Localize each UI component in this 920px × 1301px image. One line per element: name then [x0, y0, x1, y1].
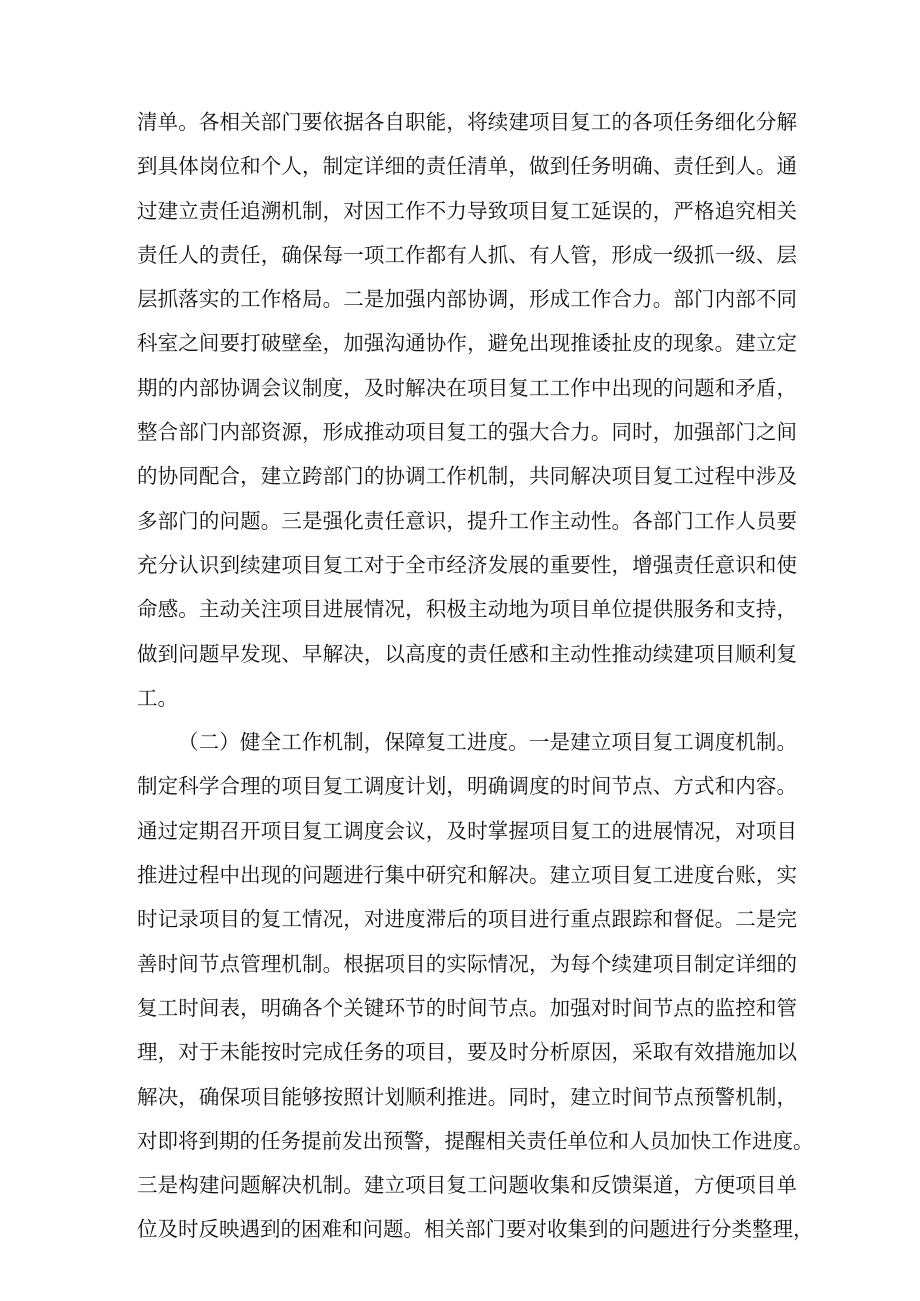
text-line: 位及时反映遇到的困难和问题。相关部门要对收集到的问题进行分类整理， [137, 1217, 814, 1242]
text-line: 过建立责任追溯机制，对因工作不力导致项目复工延误的，严格追究相关 [137, 198, 797, 223]
text-line: 整合部门内部资源，形成推动项目复工的强大合力。同时，加强部门之间 [137, 420, 797, 445]
text-line: 的协同配合，建立跨部门的协调工作机制，共同解决项目复工过程中涉及 [137, 464, 797, 489]
text-line: 到具体岗位和个人，制定详细的责任清单，做到任务明确、责任到人。通 [137, 154, 797, 179]
text-line: 清单。各相关部门要依据各自职能，将续建项目复工的各项任务细化分解 [137, 110, 797, 134]
text-line: 做到问题早发现、早解决，以高度的责任感和主动性推动续建项目顺利复 [137, 641, 797, 666]
text-line: 期的内部协调会议制度，及时解决在项目复工工作中出现的问题和矛盾， [137, 375, 797, 400]
text-line: 理，对于未能按时完成任务的项目，要及时分析原因，采取有效措施加以 [137, 1040, 797, 1065]
paragraph-responsibility [137, 100, 797, 720]
text-line: 科室之间要打破壁垒，加强沟通协作，避免出现推诿扯皮的现象。建立定 [137, 331, 797, 356]
text-line: 命感。主动关注项目进展情况，积极主动地为项目单位提供服务和支持， [137, 597, 797, 622]
text-line: 善时间节点管理机制。根据项目的实际情况，为每个续建项目制定详细的 [137, 951, 797, 976]
text-line: 三是构建问题解决机制。建立项目复工问题收集和反馈渠道，方便项目单 [137, 1173, 797, 1198]
text-line: 对即将到期的任务提前发出预警，提醒相关责任单位和人员加快工作进度。 [137, 1128, 814, 1153]
text-line: 时记录项目的复工情况，对进度滞后的项目进行重点跟踪和督促。二是完 [137, 907, 797, 932]
paragraph-work-mechanism [137, 720, 814, 1252]
text-line: 通过定期召开项目复工调度会议，及时掌握项目复工的进展情况，对项目 [137, 818, 797, 843]
text-line: 制定科学合理的项目复工调度计划，明确调度的时间节点、方式和内容。 [137, 774, 797, 799]
document-body [137, 100, 814, 1252]
text-line: 解决，确保项目能够按照计划顺利推进。同时，建立时间节点预警机制， [137, 1084, 797, 1109]
text-line: 责任人的责任，确保每一项工作都有人抓、有人管，形成一级抓一级、层 [137, 242, 797, 267]
text-line: 充分认识到续建项目复工对于全市经济发展的重要性，增强责任意识和使 [137, 552, 797, 577]
text-line: 复工时间表，明确各个关键环节的时间节点。加强对时间节点的监控和管 [137, 995, 797, 1020]
text-line: 层抓落实的工作格局。二是加强内部协调，形成工作合力。部门内部不同 [137, 287, 797, 312]
paragraph-heading-line: （二）健全工作机制，保障复工进度。一是建立项目复工调度机制。 [178, 730, 797, 755]
text-line: 工。 [137, 685, 178, 710]
text-line: 推进过程中出现的问题进行集中研究和解决。建立项目复工进度台账，实 [137, 863, 797, 888]
text-line: 多部门的问题。三是强化责任意识，提升工作主动性。各部门工作人员要 [137, 508, 797, 533]
